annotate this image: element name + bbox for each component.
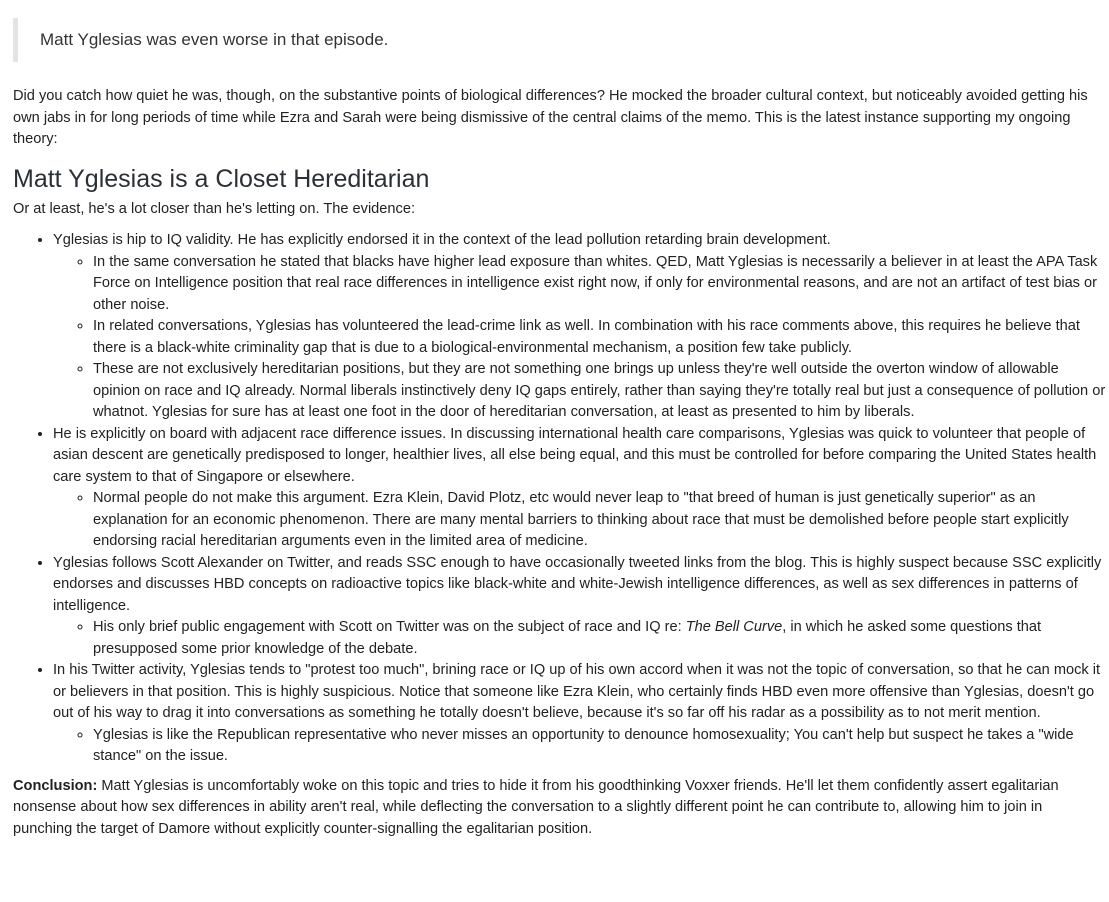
section-heading: Matt Yglesias is a Closet Hereditarian <box>13 164 430 193</box>
sub-list-item: ◦ In related conversations, Yglesias has volunteered the lead-crime link as well. In combination with his race comments above, this requires he believe that there is a black-white criminality gap that is due to a biological-environmental mechanism, a position few take publicly. <box>93 316 1107 359</box>
evidence-list <box>13 230 1107 768</box>
sub-list-item: ◦ Yglesias is like the Republican representative who never misses an opportunity to denounce homosexuality; You can't help but suspect he takes a "wide stance" on the issue. <box>93 725 1107 768</box>
list-item-text: He is explicitly on board with adjacent race difference issues. In discussing international health care comparisons, Yglesias was quick to volunteer that people of asian descent are genetically predisposed to longer, healthier lives, all else being equal, and this must be controlled for before comparing the United States health care system to that of Singapore or elsewhere. <box>53 425 1097 485</box>
list-item-text: Yglesias follows Scott Alexander on Twitter, and reads SSC enough to have occasionally tweeted links from the blog. This is highly suspect because SSC explicitly endorses and discusses HBD concepts on radioactive topics like black-white and white-Jewish intelligence differences, as well as sex differences in patterns of intelligence. <box>53 554 1102 614</box>
sub-list <box>53 488 1107 553</box>
sub-list-item: ◦ In the same conversation he stated that blacks have higher lead exposure than whites. QED, Matt Yglesias is necessarily a believer in at least the APA Task Force on Intelligence position that real race differences in intelligence exist right now, if only for environmental reasons, and are not an artifact of test bias or other noise. <box>93 252 1107 317</box>
sub-item-text-before: His only brief public engagement with Scott on Twitter was on the subject of race and IQ re: <box>93 619 686 635</box>
quoted-text: Matt Yglesias was even worse in that episode. <box>13 18 1109 62</box>
lead-paragraph: Or at least, he's a lot closer than he's letting on. The evidence: <box>13 200 415 217</box>
sub-item-text-after: , in which he asked some questions that presupposed some prior knowledge of the debate. <box>93 619 1042 657</box>
book-title: The Bell Curve <box>685 619 783 635</box>
intro-paragraph: Did you catch how quiet he was, though, on the substantive points of biological differences? He mocked the broader cultural context, but noticeably avoided getting his own jabs in for long periods of time while Ezra and Sarah were being dismissive of the central claims of the memo. This is the latest instance supporting my ongoing theory: <box>13 88 1088 147</box>
list-item <box>53 424 1107 553</box>
conclusion-label: Conclusion: <box>13 777 98 794</box>
list-item <box>53 553 1107 661</box>
conclusion-text: Matt Yglesias is uncomfortably woke on this topic and tries to hide it from his goodthinking Voxxer friends. He'll let them confidently assert egalitarian nonsense about how sex differences in ability aren't real, while deflecting the conversation to a slightly different point he can contribute to, allowing him to join in punching the target of Damore without explicitly counter-signalling the egalitarian position. <box>13 777 1059 837</box>
conclusion-paragraph <box>13 776 1095 841</box>
sub-list-item <box>93 617 1107 660</box>
comment-body <box>0 18 1109 902</box>
list-item <box>53 230 1107 424</box>
sub-list <box>53 252 1107 424</box>
list-item-text: Yglesias is hip to IQ validity. He has explicitly endorsed it in the context of the lead pollution retarding brain development. <box>53 232 831 248</box>
list-item-text: In his Twitter activity, Yglesias tends to "protest too much", brining race or IQ up of his own accord when it was not the topic of conversation, so that he can mock it or believers in that position. This is highly suspicious. Notice that someone like Ezra Klein, who certainly finds HBD even more offensive than Yglesias, doesn't go out of his way to drag it into conversations as something he totally doesn't believe, because it's so far off his radar as a possibility as to not merit mention. <box>53 662 1101 721</box>
sub-list-item: ◦ These are not exclusively hereditarian positions, but they are not something one brings up unless they're well outside the overton window of allowable opinion on race and IQ already. Normal liberals instinctively deny IQ gaps entirely, rather than saying they're totally real but just a consequence of pollution or whatnot. Yglesias for sure has at least one foot in the door of hereditarian conversation, at least as presented to him by liberals. <box>93 359 1107 424</box>
sub-list <box>53 617 1107 660</box>
sub-list <box>53 725 1107 768</box>
list-item <box>53 660 1107 768</box>
sub-list-item: ◦ Normal people do not make this argument. Ezra Klein, David Plotz, etc would never leap to "that breed of human is just genetically superior" as an explanation for an economic phenomenon. There are many mental barriers to thinking about race that must be demolished before people start explicitly endorsing racial hereditarian arguments even in the limited area of medicine. <box>93 488 1107 553</box>
